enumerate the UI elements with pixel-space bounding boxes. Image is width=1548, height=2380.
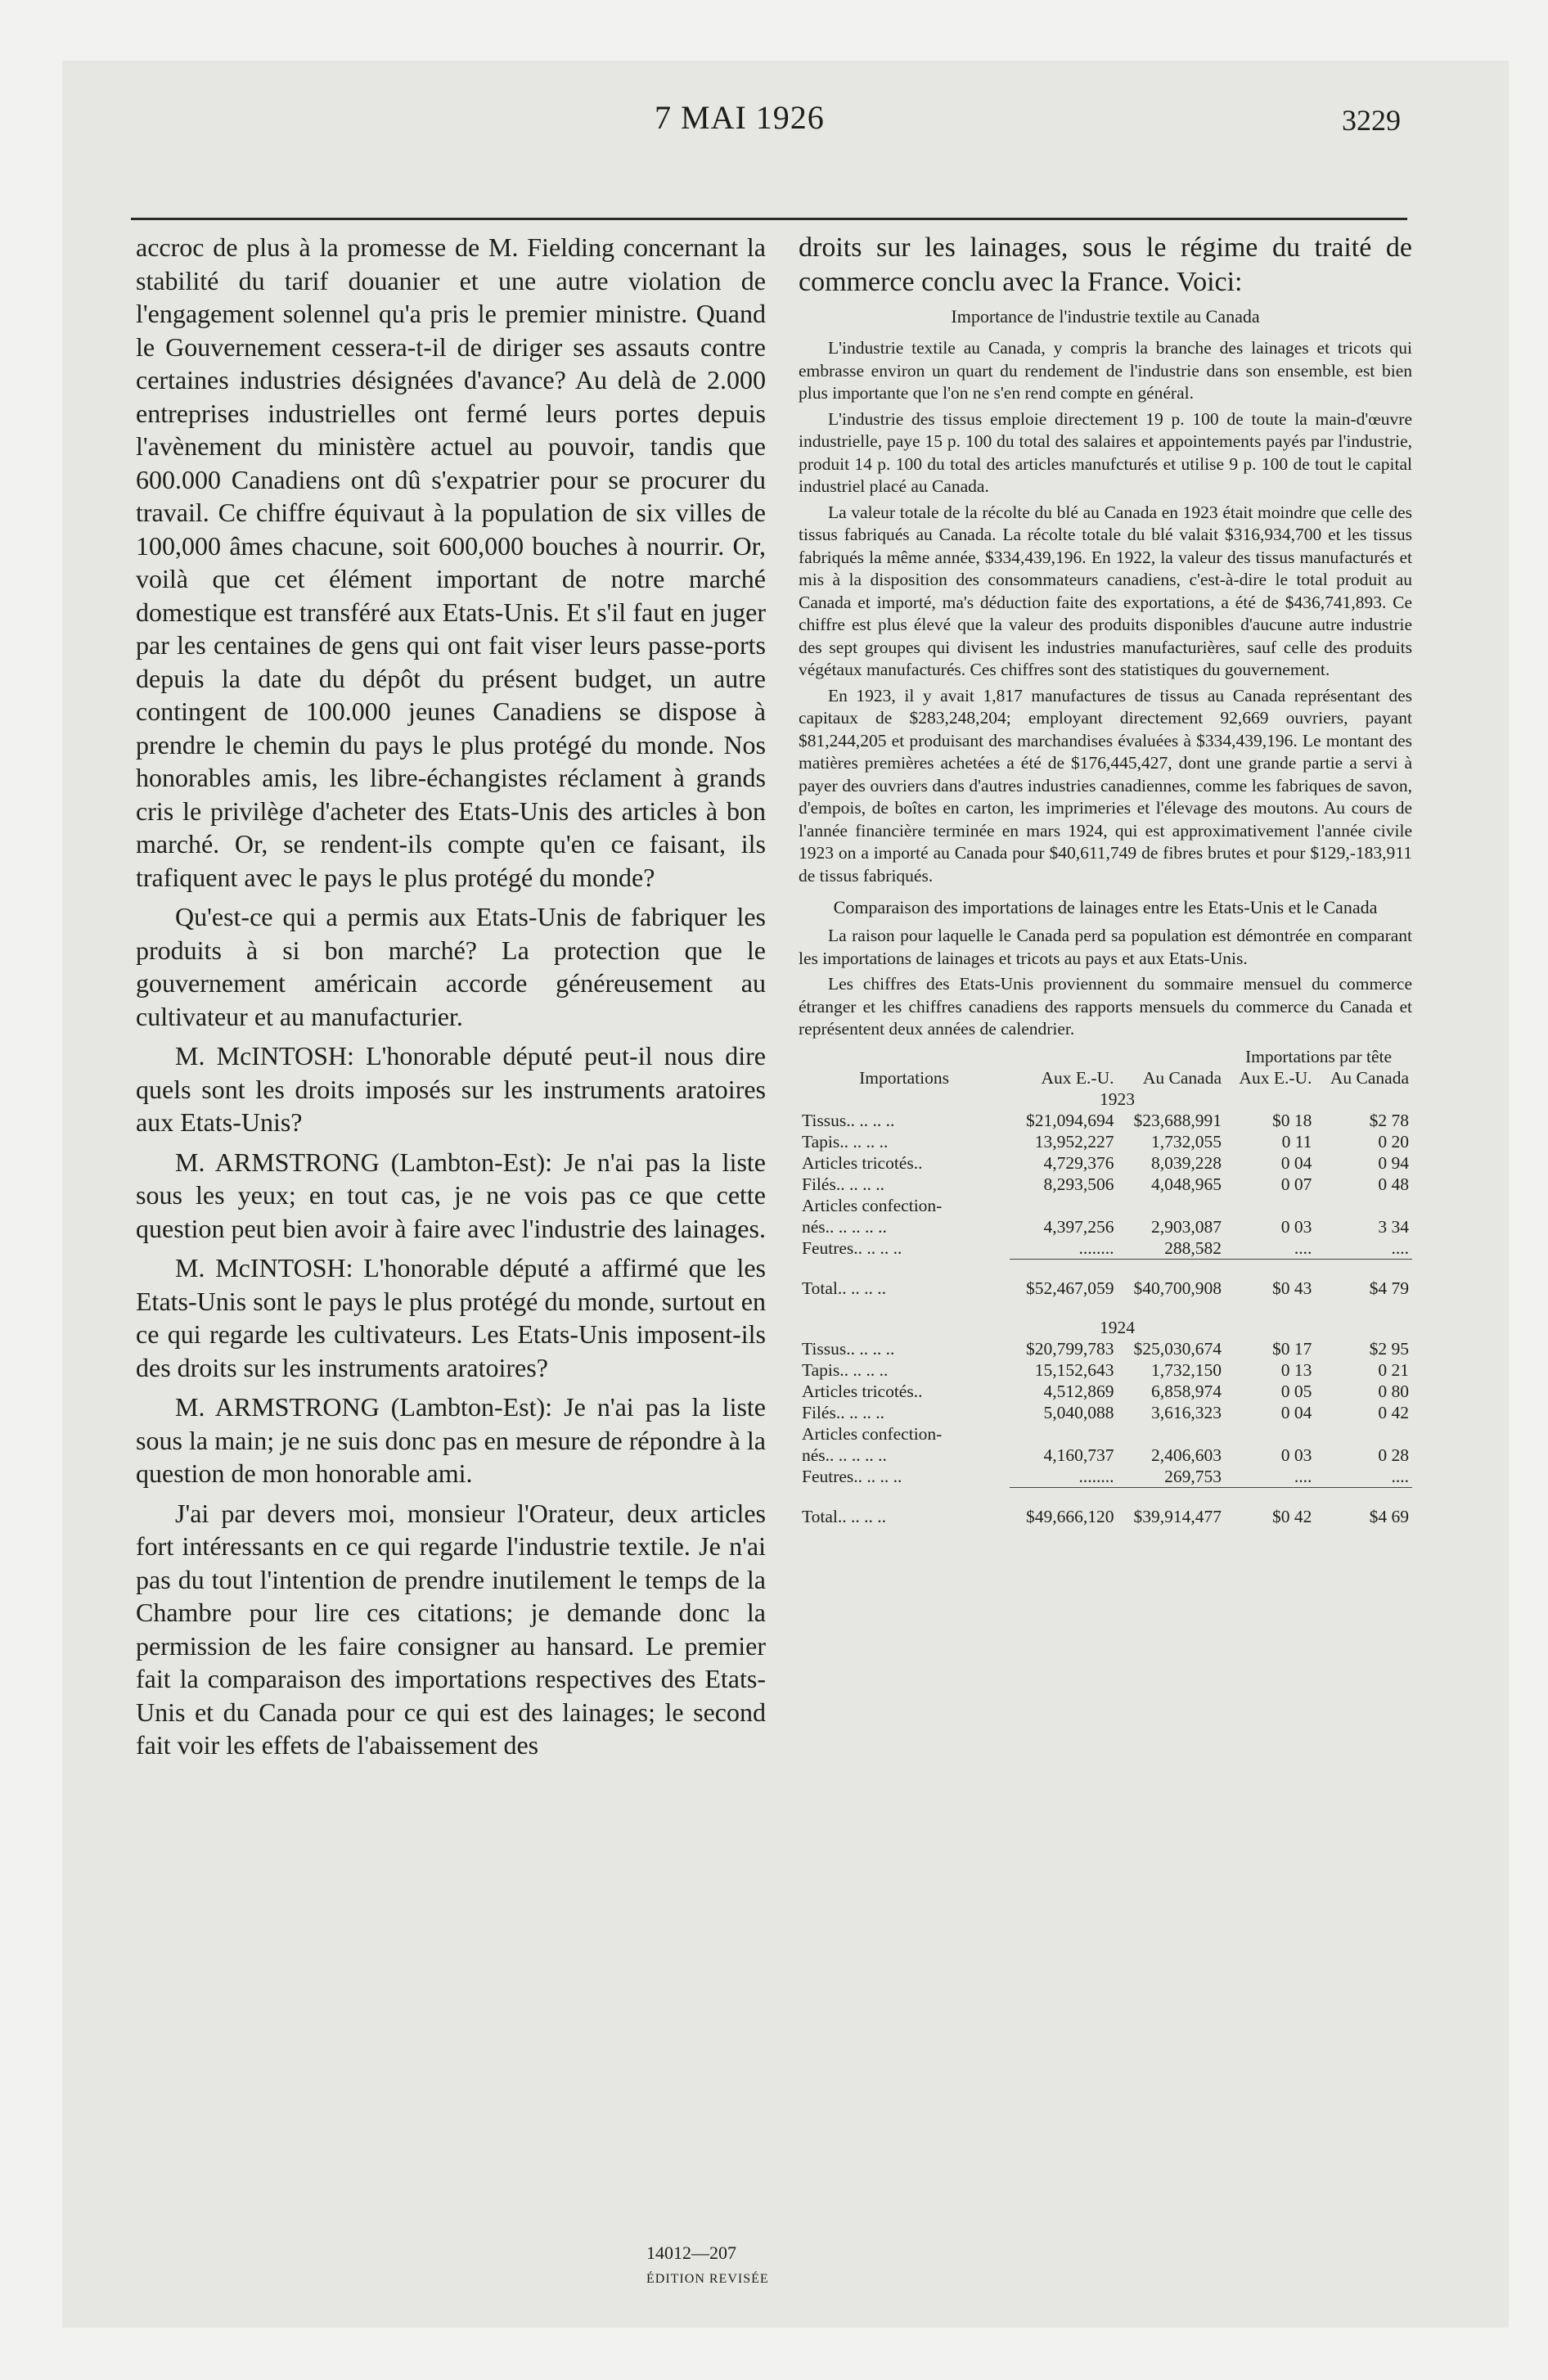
paragraph: M. McINTOSH: L'honorable député peut-il nous dire quels sont les droits imposés sur les instruments aratoires aux Etats-Unis?	[136, 1041, 766, 1137]
paragraph: Qu'est-ce qui a permis aux Etats-Unis de fabriquer les produits à si bon marché? La protection que le gouvernement américain accorde généreusement au cultivateur et au manufacturier.	[136, 902, 766, 1031]
table-cell: $0 42	[1272, 1506, 1312, 1526]
table-cell: 8,039,228	[1151, 1152, 1222, 1173]
table-cell: 15,152,643	[1034, 1359, 1114, 1380]
table-row	[799, 1338, 1412, 1359]
table-cell: $23,688,991	[1133, 1110, 1222, 1130]
table-cell: 13,952,227	[1034, 1131, 1114, 1152]
table-cell: 1,732,150	[1151, 1359, 1222, 1380]
row-label: Tissus.. .. .. ..	[802, 1338, 895, 1359]
row-label: Articles confection-	[802, 1195, 943, 1215]
row-label: Articles confection-	[802, 1423, 943, 1444]
paragraph: La raison pour laquelle le Canada perd sa population est démontrée en comparant les importations de lainages et tricots au pays et aux Etats-Unis.	[799, 926, 1412, 968]
table-cell: $20,799,783	[1026, 1338, 1114, 1359]
year-label: 1924	[1100, 1317, 1135, 1337]
table-cell: $0 17	[1272, 1338, 1312, 1359]
page-date: 7 MAI 1926	[655, 99, 825, 136]
page-number: 3229	[1342, 104, 1401, 137]
table-cell: $39,914,477	[1133, 1506, 1222, 1526]
row-label: Feutres.. .. .. ..	[802, 1238, 902, 1258]
table-cell: $4 69	[1369, 1506, 1409, 1526]
print-code: 14012—207	[646, 2243, 736, 2263]
left-column	[136, 231, 766, 1769]
table-row	[799, 1423, 1412, 1445]
table-cell: 288,582	[1118, 1237, 1226, 1260]
table-cell	[1010, 1195, 1118, 1216]
table-row	[799, 1402, 1412, 1423]
table-row	[799, 1110, 1412, 1131]
paragraph: droits sur les lainages, sous le régime du traité de commerce conclu avec la France. Voici:	[799, 232, 1412, 297]
table-row	[799, 1381, 1412, 1402]
table-cell: $4 79	[1369, 1278, 1409, 1298]
table-cell: ....	[1315, 1237, 1412, 1260]
table-cell: ....	[1225, 1466, 1315, 1488]
table-cell: 0 21	[1378, 1359, 1409, 1380]
row-label: Filés.. .. .. ..	[802, 1402, 884, 1422]
table-cell: 0 03	[1280, 1216, 1312, 1237]
table-cell: 0 11	[1281, 1131, 1312, 1152]
table-cell	[1010, 1423, 1118, 1445]
table-cell: 0 03	[1280, 1445, 1312, 1465]
table-cell: $52,467,059	[1026, 1278, 1114, 1298]
edition-note: ÉDITION REVISÉE	[646, 2272, 769, 2286]
paragraph: En 1923, il y avait 1,817 manufactures de tissus au Canada représentant des capitaux de $283,248,204; employant directement 92,669 ouvriers, payant $81,244,205 et produisant des marchandises évaluées à $334,439,196. Le montant des matières premières achetées a été de $176,445,427, dont une grande partie a servi à payer des ouvriers dans d'autres industries canadiennes, comme les fabriques de savon, d'empois, de boîtes en carton, les imprimeries et l'élevage des moutons. Au cours de l'année financière terminée en mars 1924, qui est approximativement l'année civile 1923 on a importé au Canada pour $40,611,749 de fibres brutes et pour $129,-183,911 de tissus fabriqués.	[799, 685, 1412, 886]
imports-table	[799, 1046, 1412, 1545]
table-cell: 0 13	[1280, 1359, 1312, 1380]
table-cell: $49,666,120	[1026, 1506, 1114, 1526]
table-cell: 6,858,974	[1151, 1381, 1222, 1401]
table-cell: 0 80	[1378, 1381, 1409, 1401]
table-cell: 1,732,055	[1151, 1131, 1222, 1152]
table-cell: 2,903,087	[1151, 1216, 1222, 1237]
table-cell: 4,729,376	[1043, 1152, 1114, 1173]
table-row	[799, 1466, 1412, 1488]
table-row	[799, 1259, 1412, 1317]
paragraph: M. McINTOSH: L'honorable député a affirmé que les Etats-Unis sont le pays le plus protégé du monde, surtout en ce qui regarde les cultivateurs. Les Etats-Unis imposent-ils des droits sur les instruments aratoires?	[136, 1253, 766, 1382]
table-cell: 0 20	[1378, 1131, 1409, 1152]
table-cell	[1118, 1195, 1226, 1216]
table-cell: 0 94	[1378, 1152, 1409, 1173]
row-label: Articles tricotés..	[802, 1152, 923, 1173]
table-cell: $25,030,674	[1133, 1338, 1222, 1359]
table-cell: ....	[1225, 1237, 1315, 1260]
row-label: Articles tricotés..	[802, 1381, 923, 1401]
table-body-1923	[799, 1089, 1412, 1317]
table-cell: $0 43	[1272, 1278, 1312, 1298]
right-column	[799, 231, 1412, 1545]
row-label: Tissus.. .. .. ..	[802, 1110, 895, 1130]
paragraph: J'ai par devers moi, monsieur l'Orateur, deux articles fort intéressants en ce qui regarde l'industrie textile. Je n'ai pas du tout l'intention de prendre inutilement le temps de la Chambre pour lire ces citations; je demande donc la permission de les faire consigner au hansard. Le premier fait la comparaison des importations respectives des Etats-Unis et du Canada pour ce qui est des lainages; le second fait voir les effets de l'abaissement des	[136, 1498, 766, 1760]
table-cell: 0 28	[1378, 1445, 1409, 1465]
section-heading: Comparaison des importations de lainages entre les Etats-Unis et le Canada	[833, 897, 1378, 917]
table-cell: 269,753	[1118, 1466, 1226, 1488]
table-cell: 4,512,869	[1043, 1381, 1114, 1401]
row-label: Feutres.. .. .. ..	[802, 1467, 902, 1486]
paragraph: Les chiffres des Etats-Unis proviennent du sommaire mensuel du commerce étranger et les chiffres canadiens des rapports mensuels du commerce du Canada et représentent deux années de calendrier.	[799, 974, 1412, 1039]
table-row	[799, 1131, 1412, 1152]
table-cell	[1225, 1423, 1315, 1445]
table-cell: 0 04	[1280, 1152, 1312, 1173]
row-label: Total.. .. .. ..	[802, 1278, 886, 1298]
table-row	[799, 1152, 1412, 1174]
table-cell: 3 34	[1378, 1216, 1409, 1237]
column-header: Au Canada	[1330, 1067, 1409, 1088]
table-cell: 4,397,256	[1043, 1216, 1114, 1237]
section-heading: Importance de l'industrie textile au Canada	[951, 306, 1260, 327]
paragraph: L'industrie des tissus emploie directement 19 p. 100 de toute la main-d'œuvre industrielle, paye 15 p. 100 du total des salaires et appointements payés par l'industrie, produit 14 p. 100 du total des articles manufcturés et utilise 9 p. 100 de tout le capital industriel placé au Canada.	[799, 408, 1412, 496]
table-row	[799, 1216, 1412, 1237]
table-cell	[1225, 1195, 1315, 1216]
table-row	[799, 1195, 1412, 1216]
table-cell: ........	[1010, 1237, 1118, 1260]
table-cell: 4,048,965	[1151, 1174, 1222, 1194]
paragraph: M. ARMSTRONG (Lambton-Est): Je n'ai pas la liste sous les yeux; en tout cas, je ne vois pas ce que cette question peut bien avoir à faire avec l'industrie des lainages.	[136, 1147, 766, 1243]
table-cell	[1315, 1195, 1412, 1216]
table-cell: $40,700,908	[1133, 1278, 1222, 1298]
table-cell: 0 04	[1280, 1402, 1312, 1422]
column-header: Aux E.-U.	[1239, 1067, 1312, 1088]
table-cell: 4,160,737	[1043, 1445, 1114, 1465]
year-label: 1923	[1100, 1089, 1135, 1109]
header-rule	[131, 218, 1407, 220]
table-row	[799, 1487, 1412, 1545]
table-cell: ........	[1010, 1466, 1118, 1488]
table-cell: 5,040,088	[1043, 1402, 1114, 1422]
row-label: Tapis.. .. .. ..	[802, 1131, 889, 1152]
column-header: Au Canada	[1142, 1067, 1222, 1088]
row-label: Tapis.. .. .. ..	[802, 1359, 889, 1380]
table-cell: $2 95	[1369, 1338, 1409, 1359]
table-row	[799, 1174, 1412, 1195]
table-cell: 8,293,506	[1043, 1174, 1114, 1194]
table-cell: 0 42	[1378, 1402, 1409, 1422]
column-header: Aux E.-U.	[1041, 1067, 1114, 1088]
table-cell: $21,094,694	[1026, 1110, 1114, 1130]
row-label: Filés.. .. .. ..	[802, 1174, 884, 1194]
table-cell: ....	[1315, 1466, 1412, 1488]
column-group-header: Importations par tête	[1244, 1046, 1393, 1066]
table-cell: 0 05	[1280, 1381, 1312, 1401]
paragraph: M. ARMSTRONG (Lambton-Est): Je n'ai pas la liste sous la main; je ne suis donc pas en mesure de répondre à la question de mon honorable ami.	[136, 1392, 766, 1488]
row-label: Total.. .. .. ..	[802, 1506, 886, 1526]
table-cell: 2,406,603	[1151, 1445, 1222, 1465]
table-row	[799, 1445, 1412, 1466]
row-label: nés.. .. .. .. ..	[802, 1445, 887, 1465]
table-row	[799, 1359, 1412, 1381]
table-cell: 0 07	[1280, 1174, 1312, 1194]
row-label: nés.. .. .. .. ..	[802, 1216, 887, 1237]
paragraph: L'industrie textile au Canada, y compris la branche des lainages et tricots qui embrasse environ un quart du rendement de l'industrie dans son ensemble, est bien plus importante que l'on ne s'en rend compte en général.	[799, 338, 1412, 403]
table-cell: $2 78	[1369, 1110, 1409, 1130]
table-cell: 3,616,323	[1151, 1402, 1222, 1422]
paragraph: La valeur totale de la récolte du blé au Canada en 1923 était moindre que celle des tissus fabriqués au Canada. La récolte totale du blé valait $316,934,700 et les tissus fabriqués la même année, $334,439,196. En 1922, la valeur des tissus manufacturés et mis à la disposition des consommateurs canadiens, c'est-à-dire le total produit au Canada et importé, ma's déduction faite des exportations, a été de $436,741,893. Ce chiffre est plus élevé que la valeur des produits disponibles d'aucune autre industrie des sept groupes qui divisent les industries manufacturières, sauf celle des produits végétaux manufacturés. Ces chiffres sont des statistiques du gouvernement.	[799, 502, 1412, 679]
table-row	[799, 1237, 1412, 1260]
table-cell	[1315, 1423, 1412, 1445]
paragraph: accroc de plus à la promesse de M. Fielding concernant la stabilité du tarif douanier et une autre violation de l'engagement solennel qu'a pris le premier ministre. Quand le Gouvernement cessera-t-il de diriger ses assauts contre certaines industries désignées d'avance? Au delà de 2.000 entreprises industrielles ont fermé leurs portes depuis l'avènement du ministère actuel au pouvoir, tandis que 600.000 Canadiens ont dû s'expatrier pour se procurer du travail. Ce chiffre équivaut à la population de six villes de 100,000 âmes chacune, soit 600,000 bouches à nourrir. Or, voilà que cet élément important de notre marché domestique est transféré aux Etats-Unis. Et s'il faut en juger par les centaines de gens qui ont fait viser leurs passe-ports depuis la date du dépôt du présent budget, un autre contingent de 100.000 jeunes Canadiens se dispose à prendre le chemin du pays le plus protégé du monde. Nos honorables amis, les libre-échangistes réclament à grands cris le privilège d'acheter des Etats-Unis des articles à bon marché. Or, se rendent-ils compte qu'en ce faisant, ils trafiquent avec le pays le plus protégé du monde?	[136, 232, 766, 892]
column-header: Importations	[859, 1067, 949, 1088]
table-cell	[1118, 1423, 1226, 1445]
table-body-1924	[799, 1317, 1412, 1545]
table-cell: $0 18	[1272, 1110, 1312, 1130]
table-cell: 0 48	[1378, 1174, 1409, 1194]
